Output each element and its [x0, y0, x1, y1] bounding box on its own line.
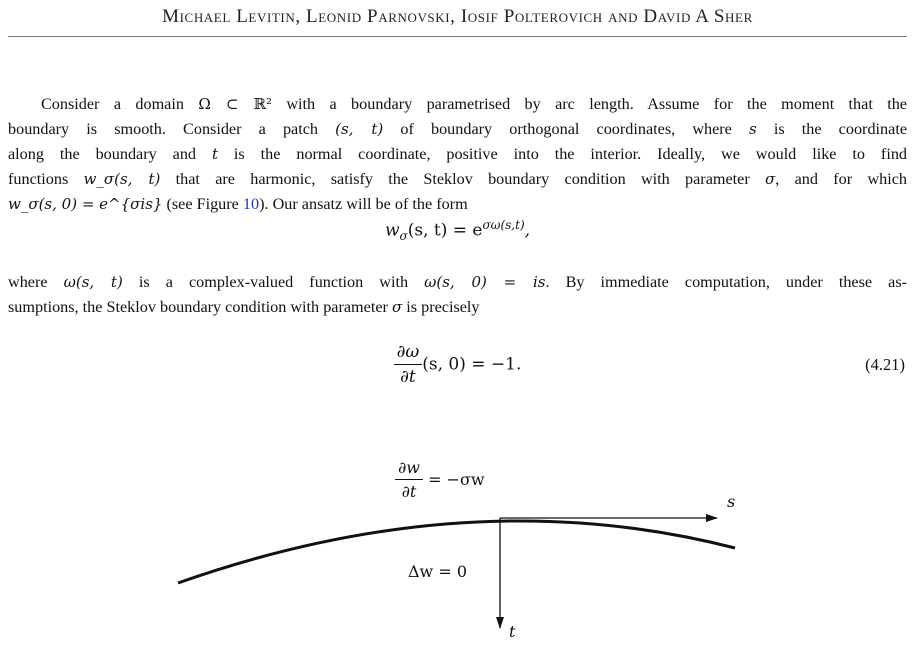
- paragraph-1-line-2: boundary is smooth. Consider a patch (s, t) of boundary orthogonal coordinates, where s is the coordinate: [8, 120, 907, 138]
- axis-label-t: t: [509, 622, 516, 641]
- header-rule: [8, 36, 907, 37]
- paragraph-1-line-5: w_σ(s, 0) = e^{σis} (see Figure 10). Our ansatz will be of the form: [8, 195, 468, 213]
- paragraph-1: [8, 92, 907, 217]
- display-equation-1: $w_\sigma(s$, $t) = e^{\sigma\omega(s,t)}$,: [384, 218, 531, 244]
- paragraph-1-line-1: Consider a domain Ω ⊂ ℝ² with a boundary parametrised by arc length. Assume for the moment that the: [41, 95, 907, 113]
- paragraph-2-line-1: where ω(s, t) is a complex-valued function with ω(s, 0) = is. By immediate computation, under these as-: [8, 273, 908, 291]
- paragraph-2: [8, 270, 907, 320]
- partial-fraction: $\frac{\partial\omega}{\partial t}$: [394, 342, 423, 387]
- paragraph-1-line-3: along the boundary and t is the normal coordinate, positive into the interior. Ideally, we would like to find: [8, 145, 908, 163]
- running-head: Michael Levitin, Leonid Parnovski, Iosif Polterovich and David A Sher: [162, 6, 753, 27]
- figure-boundary-diagram: [0, 450, 915, 644]
- figure-10-link[interactable]: 10: [242, 195, 260, 213]
- paragraph-1-line-4: functions w_σ(s, t) that are harmonic, satisfy the Steklov boundary condition with parameter σ, and for which: [8, 170, 908, 188]
- equation-number: (4.21): [865, 355, 905, 374]
- laplace-label: Δw = 0: [408, 562, 468, 581]
- paragraph-2-line-2: sumptions, the Steklov boundary condition with parameter σ is precisely: [8, 298, 480, 316]
- boundary-condition-label: $\frac{\partial w}{\partial t}$ = −σw: [395, 458, 485, 501]
- display-equation-2: $\frac{\partial\omega}{\partial t}$ (s, 0) = −1.: [0, 342, 915, 387]
- axis-label-s: s: [727, 492, 736, 511]
